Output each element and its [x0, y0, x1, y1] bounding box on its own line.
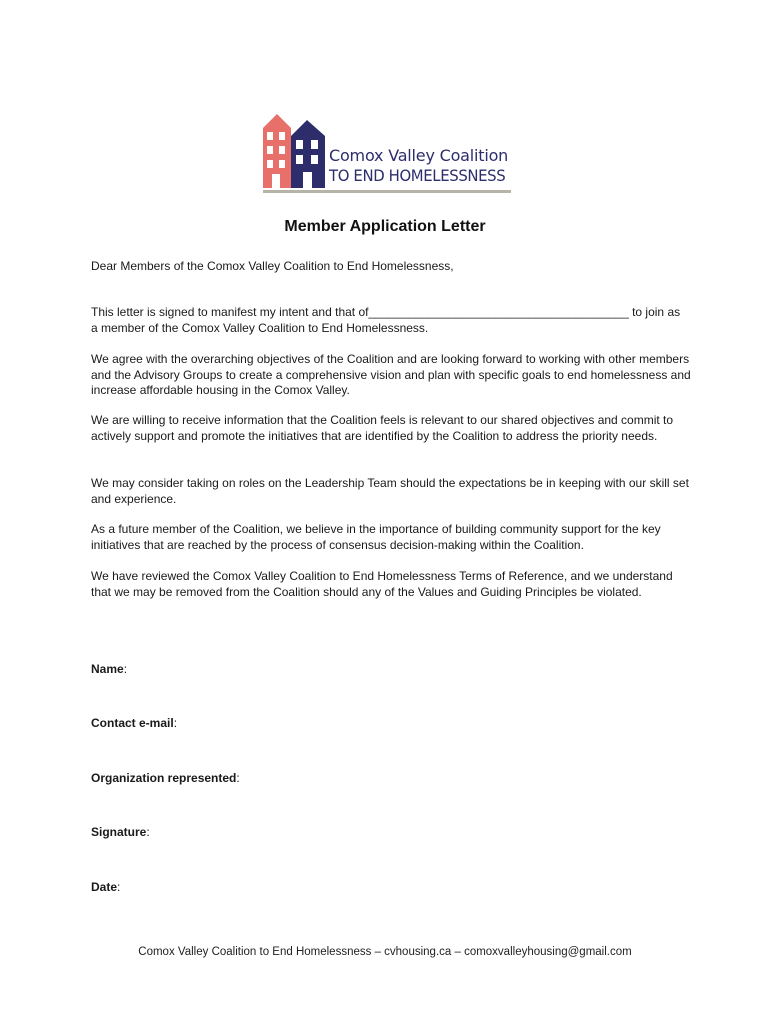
field-contact-email-label: Contact e-mail	[91, 716, 174, 730]
field-contact-email[interactable]	[91, 716, 177, 730]
field-signature[interactable]	[91, 825, 150, 839]
paragraph-terms: We have reviewed the Comox Valley Coalition to End Homelessness Terms of Reference, and we understand that we may be removed from the Coalition should any of the Values and Guiding Principles be violated.	[91, 569, 673, 599]
field-organization-label: Organization represented	[91, 771, 237, 785]
field-organization[interactable]	[91, 771, 240, 785]
field-name[interactable]	[91, 662, 127, 676]
field-signature-colon: :	[146, 825, 150, 839]
coalition-logo	[259, 112, 513, 196]
field-name-label: Name	[91, 662, 124, 676]
logo-ground-line	[263, 190, 511, 193]
document-title: Member Application Letter	[284, 218, 486, 235]
paragraph-information: We are willing to receive information that the Coalition feels is relevant to our shared objectives and commit to actively support and promote the initiatives that are identified by the Coalition to address the priority needs.	[91, 413, 674, 443]
houses-logo-icon	[259, 112, 329, 192]
field-date[interactable]	[91, 880, 120, 894]
logo-line-2: TO END HOMELESSNESS	[329, 166, 506, 185]
salutation: Dear Members of the Comox Valley Coalition to End Homelessness,	[91, 259, 454, 273]
field-contact-email-colon: :	[173, 716, 178, 730]
field-date-colon: :	[117, 880, 121, 894]
field-date-label: Date	[91, 880, 118, 894]
paragraph-objectives: We agree with the overarching objectives of the Coalition and are looking forward to working with other members and the Advisory Groups to create a comprehensive vision and plan with specific goals to end homelessness and increase affordable housing in the Comox Valley.	[91, 352, 691, 398]
field-organization-colon: :	[236, 771, 240, 785]
field-signature-label: Signature	[91, 825, 147, 839]
page-footer: Comox Valley Coalition to End Homelessness – cvhousing.ca – comoxvalleyhousing@gmail.com	[138, 946, 632, 958]
paragraph-community: As a future member of the Coalition, we believe in the importance of building community support for the key initiatives that are reached by the process of consensus decision-making within the Coalition.	[91, 522, 661, 552]
paragraph-intent: This letter is signed to manifest my intent and that of_______________________________________ to join as a member of the Comox Valley Coalition to End Homelessness.	[91, 305, 681, 335]
logo-line-1: Comox Valley Coalition	[329, 146, 509, 165]
paragraph-leadership: We may consider taking on roles on the Leadership Team should the expectations be in keeping with our skill set and experience.	[91, 476, 689, 506]
field-name-colon: :	[123, 662, 128, 676]
